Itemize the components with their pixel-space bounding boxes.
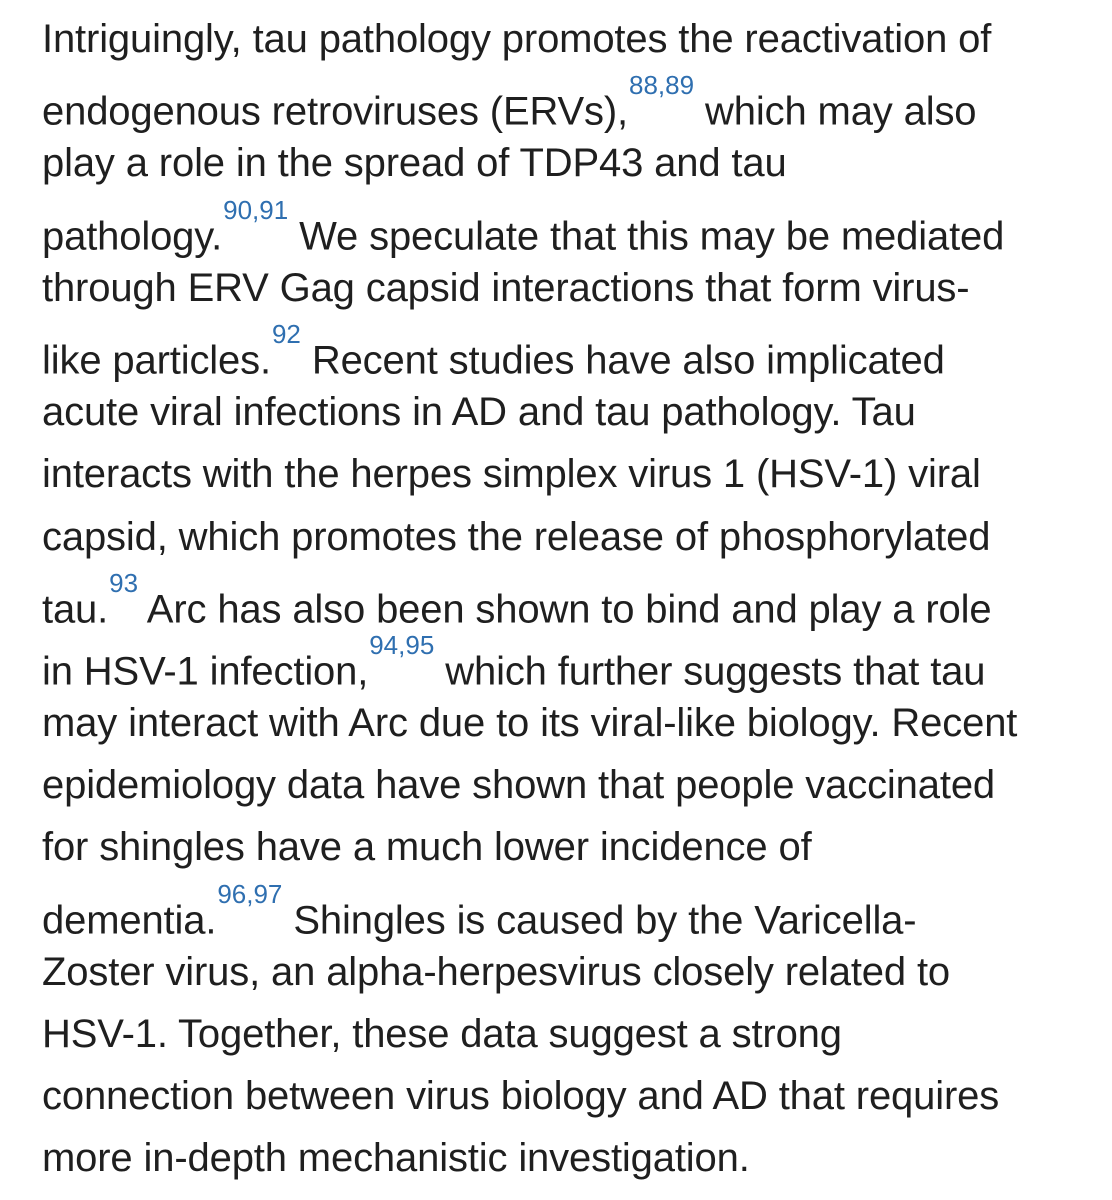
line-text: Arc has also been shown to bind and play a role [138,587,992,632]
text-line [42,1003,1102,1065]
article-paragraph [42,8,1102,1190]
text-line [42,816,1102,878]
line-text: Shingles is caused by the Varicella- [282,897,917,942]
line-text: through ERV Gag capsid interactions that form virus- [42,265,970,310]
citation-link[interactable]: 93 [109,567,139,598]
text-line [42,630,1102,692]
line-text: may interact with Arc due to its viral-like biology. Recent [42,701,1018,746]
text-line [42,319,1102,381]
text-line [42,381,1102,443]
line-text: interacts with the herpes simplex virus 1 (HSV-1) viral [42,452,981,497]
line-text: tau. [42,587,109,632]
text-line [42,506,1102,568]
line-text: play a role in the spread of TDP43 and tau [42,141,787,186]
text-line [42,568,1102,630]
line-text: acute viral infections in AD and tau pathology. Tau [42,390,916,435]
citation-link[interactable]: 90,91 [223,194,289,225]
text-line [42,941,1102,1003]
text-line [42,692,1102,754]
text-line [42,1065,1102,1127]
citation-link[interactable]: 92 [271,318,301,349]
line-text: dementia. [42,897,217,942]
line-text: which may also [694,89,977,134]
line-text: capsid, which promotes the release of phosphorylated [42,514,991,559]
line-text: more in-depth mechanistic investigation. [42,1136,750,1181]
line-text: which further suggests that tau [434,649,986,694]
text-line [42,879,1102,941]
citation-link[interactable]: 94,95 [369,629,435,660]
line-text: Intriguingly, tau pathology promotes the reactivation of [42,17,992,61]
text-line [42,195,1102,257]
text-line [42,257,1102,319]
text-line [42,443,1102,505]
citation-link[interactable]: 96,97 [217,878,283,909]
line-text: for shingles have a much lower incidence of [42,825,812,870]
text-line [42,1127,1102,1189]
line-text: like particles. [42,338,271,383]
line-text: HSV-1. Together, these data suggest a strong [42,1012,842,1056]
line-text: epidemiology data have shown that people vaccinated [42,763,996,808]
citation-link[interactable]: 88,89 [629,70,695,101]
text-line [42,8,1102,70]
line-text: endogenous retroviruses (ERVs), [42,89,629,134]
text-line [42,132,1102,194]
line-text: in HSV-1 infection, [42,649,369,694]
line-text: pathology. [42,213,223,258]
line-text: Recent studies have also implicated [300,338,945,383]
text-line [42,70,1102,132]
line-text: connection between virus biology and AD that requires [42,1074,1000,1119]
line-text: We speculate that this may be mediated [288,213,1005,258]
text-line [42,754,1102,816]
line-text: Zoster virus, an alpha-herpesvirus closely related to [42,949,951,994]
